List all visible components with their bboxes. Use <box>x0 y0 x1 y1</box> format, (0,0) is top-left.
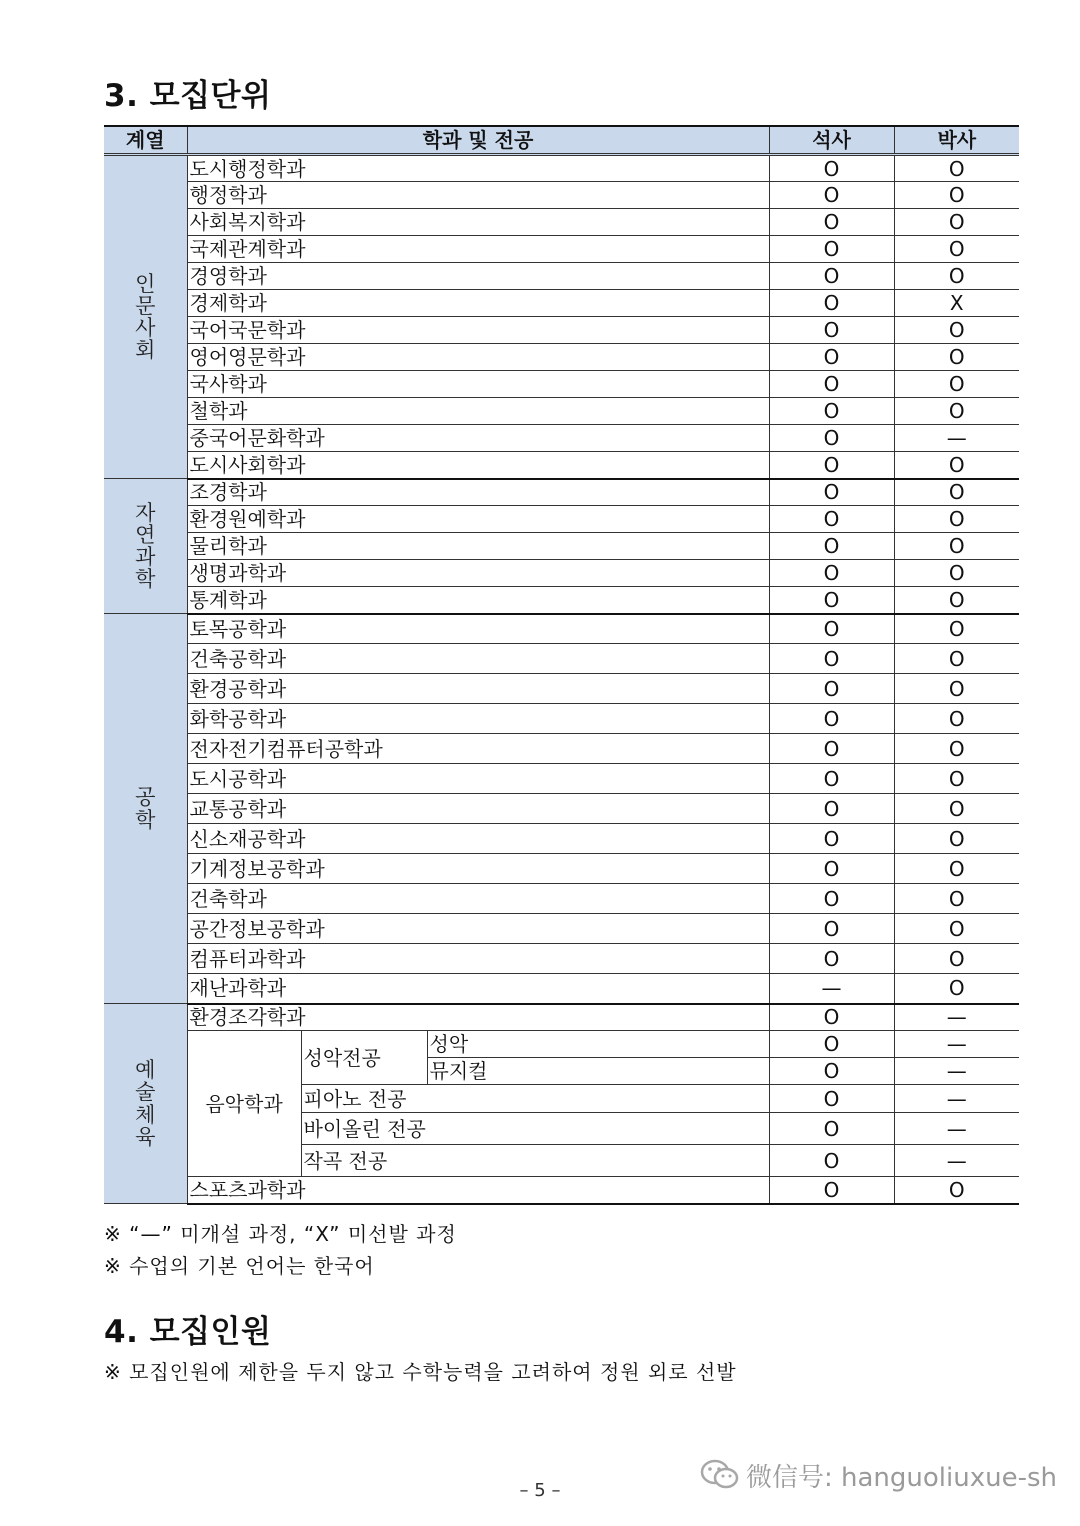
master-mark: — <box>769 974 894 1004</box>
doctor-mark: O <box>894 371 1019 398</box>
major-name: 화학공학과 <box>187 704 769 734</box>
major-name: 환경공학과 <box>187 674 769 704</box>
table-row <box>104 452 1019 479</box>
doctor-mark: O <box>894 614 1019 644</box>
doctor-mark: O <box>894 884 1019 914</box>
table-row <box>104 644 1019 674</box>
master-mark: O <box>769 944 894 974</box>
table-row <box>104 290 1019 317</box>
major-name: 국어국문학과 <box>187 317 769 344</box>
doctor-mark: O <box>894 533 1019 560</box>
table-row <box>104 479 1019 506</box>
sub-major-name: 성악 <box>427 1031 769 1058</box>
master-mark: O <box>769 587 894 614</box>
master-mark: O <box>769 1085 894 1113</box>
master-mark: O <box>769 1031 894 1058</box>
major-name: 국사학과 <box>187 371 769 398</box>
master-mark: O <box>769 425 894 452</box>
major-name: 건축공학과 <box>187 644 769 674</box>
category-label-science: 자 연 과 학 <box>135 500 156 592</box>
doctor-mark: O <box>894 914 1019 944</box>
table-row <box>104 209 1019 236</box>
master-mark: O <box>769 1113 894 1145</box>
group-humanities <box>104 155 1019 479</box>
master-mark: O <box>769 155 894 182</box>
table-row <box>104 974 1019 1004</box>
table-row <box>104 398 1019 425</box>
doctor-mark: O <box>894 560 1019 587</box>
table-row <box>104 794 1019 824</box>
doctor-mark: O <box>894 263 1019 290</box>
table-row <box>104 155 1019 182</box>
table-row <box>104 1031 1019 1058</box>
master-mark: O <box>769 764 894 794</box>
table-row <box>104 734 1019 764</box>
category-cell <box>104 479 187 614</box>
doctor-mark: O <box>894 1177 1019 1204</box>
major-name: 신소재공학과 <box>187 824 769 854</box>
doctor-mark: O <box>894 452 1019 479</box>
table-row <box>104 854 1019 884</box>
table-row <box>104 236 1019 263</box>
doctor-mark: O <box>894 704 1019 734</box>
doctor-mark: O <box>894 674 1019 704</box>
violin-major: 바이올린 전공 <box>301 1113 769 1145</box>
master-mark: O <box>769 236 894 263</box>
major-name: 전자전기컴퓨터공학과 <box>187 734 769 764</box>
major-name: 중국어문화학과 <box>187 425 769 452</box>
doctor-mark: — <box>894 1058 1019 1085</box>
major-name: 토목공학과 <box>187 614 769 644</box>
table-row <box>104 587 1019 614</box>
doctor-mark: O <box>894 794 1019 824</box>
major-name: 컴퓨터과학과 <box>187 944 769 974</box>
sub-major-name: 뮤지컬 <box>427 1058 769 1085</box>
section-title-recruitment-units: 3. 모집단위 <box>104 78 272 114</box>
doctor-mark: O <box>894 236 1019 263</box>
table-row <box>104 506 1019 533</box>
table-row <box>104 560 1019 587</box>
table-row <box>104 371 1019 398</box>
group-science <box>104 479 1019 614</box>
doctor-mark: O <box>894 974 1019 1004</box>
doctor-mark: O <box>894 854 1019 884</box>
master-mark: O <box>769 794 894 824</box>
legend-note: ※ “—” 미개설 과정, “X” 미선발 과정 <box>104 1222 457 1246</box>
master-mark: O <box>769 1177 894 1204</box>
master-mark: O <box>769 704 894 734</box>
header-category: 계열 <box>104 126 187 155</box>
major-name: 공간정보공학과 <box>187 914 769 944</box>
master-mark: O <box>769 398 894 425</box>
table-row <box>104 425 1019 452</box>
doctor-mark: O <box>894 944 1019 974</box>
table-row <box>104 704 1019 734</box>
doctor-mark: O <box>894 824 1019 854</box>
table-row <box>104 884 1019 914</box>
table-row <box>104 344 1019 371</box>
master-mark: O <box>769 614 894 644</box>
category-cell <box>104 1004 187 1204</box>
doctor-mark: — <box>894 1145 1019 1177</box>
major-name: 스포츠과학과 <box>187 1177 769 1204</box>
master-mark: O <box>769 1004 894 1031</box>
major-name: 국제관계학과 <box>187 236 769 263</box>
master-mark: O <box>769 824 894 854</box>
table-row <box>104 533 1019 560</box>
major-name: 도시사회학과 <box>187 452 769 479</box>
master-mark: O <box>769 506 894 533</box>
language-note: ※ 수업의 기본 언어는 한국어 <box>104 1254 375 1278</box>
doctor-mark: — <box>894 1004 1019 1031</box>
master-mark: O <box>769 533 894 560</box>
doctor-mark: — <box>894 1085 1019 1113</box>
major-name: 사회복지학과 <box>187 209 769 236</box>
table-row <box>104 674 1019 704</box>
master-mark: O <box>769 209 894 236</box>
doctor-mark: — <box>894 425 1019 452</box>
master-mark: O <box>769 317 894 344</box>
master-mark: O <box>769 182 894 209</box>
major-name: 경영학과 <box>187 263 769 290</box>
category-label-engineering: 공 학 <box>135 785 156 832</box>
doctor-mark: O <box>894 398 1019 425</box>
page-number: – 5 – <box>519 1480 561 1501</box>
table-row <box>104 1004 1019 1031</box>
table-row <box>104 182 1019 209</box>
table-header-row <box>104 126 1019 155</box>
table-row <box>104 824 1019 854</box>
major-name: 환경조각학과 <box>187 1004 769 1031</box>
watermark-text: 微信号: hanguoliuxue-sh <box>746 1462 1057 1493</box>
major-name: 도시행정학과 <box>187 155 769 182</box>
master-mark: O <box>769 884 894 914</box>
doctor-mark: O <box>894 587 1019 614</box>
doctor-mark: O <box>894 155 1019 182</box>
composition-major: 작곡 전공 <box>301 1145 769 1177</box>
recruitment-units-table <box>104 125 1019 1205</box>
master-mark: O <box>769 1145 894 1177</box>
header-doctor: 박사 <box>894 126 1019 155</box>
master-mark: O <box>769 1058 894 1085</box>
table-row <box>104 764 1019 794</box>
doctor-mark: — <box>894 1113 1019 1145</box>
category-cell <box>104 614 187 1004</box>
doctor-mark: O <box>894 182 1019 209</box>
master-mark: O <box>769 371 894 398</box>
major-name: 조경학과 <box>187 479 769 506</box>
major-name: 생명과학과 <box>187 560 769 587</box>
major-name: 영어영문학과 <box>187 344 769 371</box>
major-name: 행정학과 <box>187 182 769 209</box>
table-row <box>104 1177 1019 1204</box>
doctor-mark: O <box>894 644 1019 674</box>
major-name: 교통공학과 <box>187 794 769 824</box>
major-name: 통계학과 <box>187 587 769 614</box>
major-name: 경제학과 <box>187 290 769 317</box>
master-mark: O <box>769 560 894 587</box>
music-department-cell: 음악학과 <box>187 1031 301 1177</box>
major-name: 철학과 <box>187 398 769 425</box>
wechat-watermark <box>700 1455 1057 1495</box>
major-name: 기계정보공학과 <box>187 854 769 884</box>
category-label-humanities: 인 문 사 회 <box>135 271 156 363</box>
table-row <box>104 263 1019 290</box>
major-name: 환경원예학과 <box>187 506 769 533</box>
doctor-mark: O <box>894 506 1019 533</box>
doctor-mark: — <box>894 1031 1019 1058</box>
doctor-mark: O <box>894 344 1019 371</box>
master-mark: O <box>769 674 894 704</box>
doctor-mark: X <box>894 290 1019 317</box>
vocal-major-cell: 성악전공 <box>301 1031 427 1085</box>
master-mark: O <box>769 263 894 290</box>
master-mark: O <box>769 344 894 371</box>
master-mark: O <box>769 479 894 506</box>
category-cell <box>104 155 187 479</box>
recruitment-number-note: ※ 모집인원에 제한을 두지 않고 수학능력을 고려하여 정원 외로 선발 <box>104 1360 737 1384</box>
master-mark: O <box>769 914 894 944</box>
master-mark: O <box>769 734 894 764</box>
doctor-mark: O <box>894 764 1019 794</box>
master-mark: O <box>769 854 894 884</box>
doctor-mark: O <box>894 317 1019 344</box>
master-mark: O <box>769 290 894 317</box>
major-name: 건축학과 <box>187 884 769 914</box>
table-row <box>104 317 1019 344</box>
doctor-mark: O <box>894 734 1019 764</box>
group-engineering <box>104 614 1019 1004</box>
table-row <box>104 914 1019 944</box>
table-row <box>104 614 1019 644</box>
major-name: 물리학과 <box>187 533 769 560</box>
master-mark: O <box>769 644 894 674</box>
doctor-mark: O <box>894 209 1019 236</box>
major-name: 재난과학과 <box>187 974 769 1004</box>
master-mark: O <box>769 452 894 479</box>
table-row <box>104 944 1019 974</box>
category-label-arts: 예 술 체 육 <box>135 1058 156 1149</box>
major-name: 도시공학과 <box>187 764 769 794</box>
section-title-recruitment-number: 4. 모집인원 <box>104 1314 272 1350</box>
header-major: 학과 및 전공 <box>187 126 769 155</box>
header-master: 석사 <box>769 126 894 155</box>
group-arts <box>104 1004 1019 1204</box>
wechat-icon <box>700 1458 740 1492</box>
piano-major: 피아노 전공 <box>301 1085 769 1113</box>
doctor-mark: O <box>894 479 1019 506</box>
